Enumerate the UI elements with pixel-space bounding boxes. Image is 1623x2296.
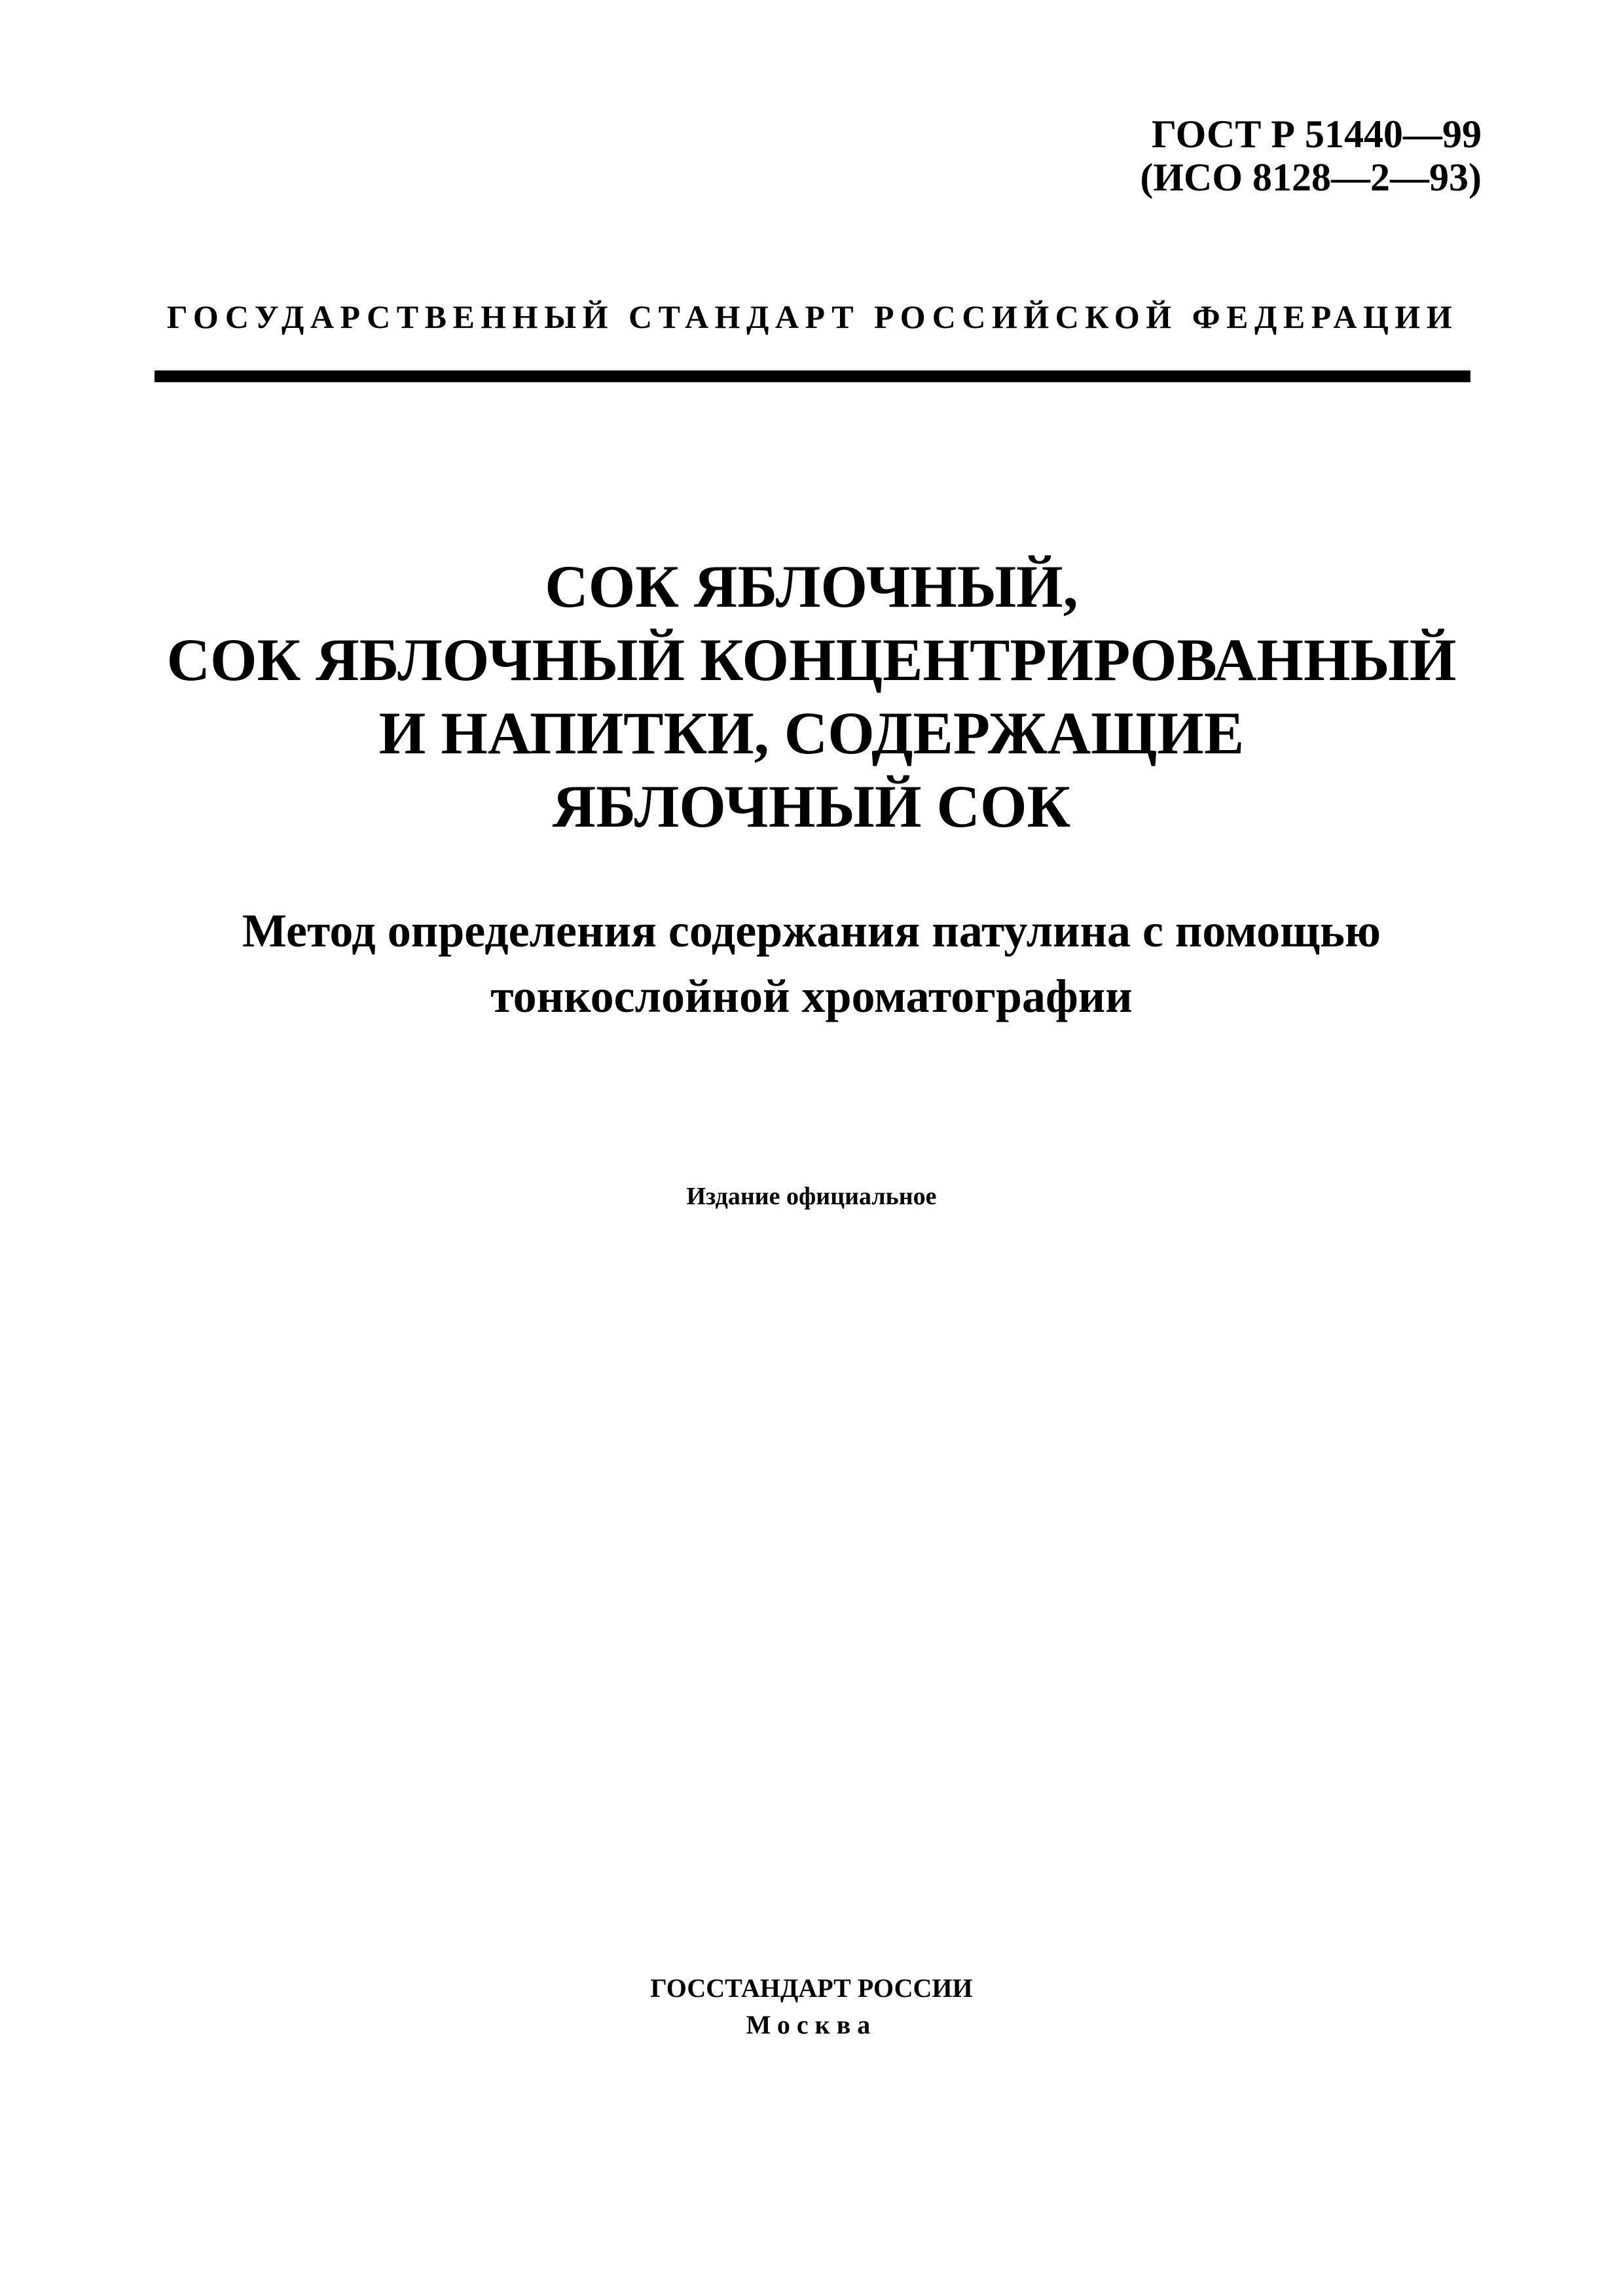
- publisher-city: Москва: [746, 2010, 877, 2039]
- title-line-1: СОК ЯБЛОЧНЫЙ,: [545, 553, 1078, 620]
- edition-note: Издание официальное: [686, 1183, 937, 1210]
- document-number: [1140, 113, 1482, 199]
- iso-number: (ИСО 8128—2—93): [1140, 156, 1482, 199]
- header-divider: [155, 370, 1470, 382]
- title-line-3: И НАПИТКИ, СОДЕРЖАЩИЕ: [378, 700, 1245, 766]
- title-line-2: СОК ЯБЛОЧНЫЙ КОНЦЕНТРИРОВАННЫЙ: [166, 626, 1457, 693]
- subtitle-line-1: Метод определения содержания патулина с помощью: [242, 905, 1381, 957]
- publisher-name: ГОССТАНДАРТ РОССИИ: [650, 1973, 973, 2003]
- document-subtitle: [0, 898, 1623, 1029]
- publisher-block: [0, 1970, 1623, 2043]
- gost-number: ГОСТ Р 51440—99: [1151, 113, 1482, 156]
- title-line-4: ЯБЛОЧНЫЙ СОК: [552, 773, 1071, 840]
- standard-header: ГОСУДАРСТВЕННЫЙ СТАНДАРТ РОССИЙСКОЙ ФЕДЕРАЦИИ: [166, 298, 1459, 335]
- document-title: [0, 550, 1623, 843]
- subtitle-line-2: тонкослойной хроматографии: [490, 970, 1133, 1022]
